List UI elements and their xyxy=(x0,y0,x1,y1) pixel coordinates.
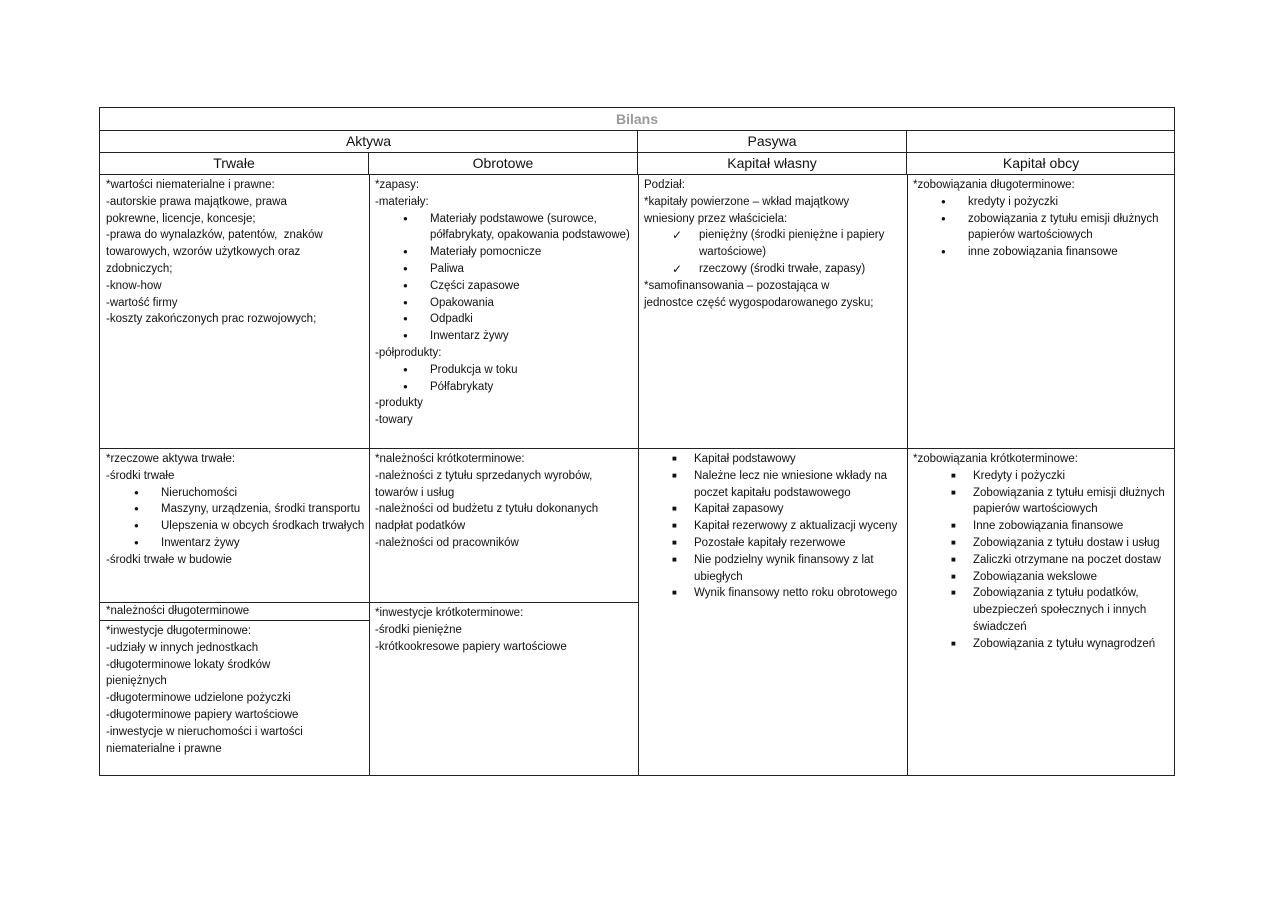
sub-heading: -środki trwałe xyxy=(106,469,175,482)
cell-heading: *należności długoterminowe xyxy=(106,605,250,617)
cell-kapital-obcy-dlugoterminowe xyxy=(907,175,1187,263)
list-item: ■ Kapitał rezerwowy z aktualizacji wyceny xyxy=(644,518,913,535)
list-item: ● Inwentarz żywy xyxy=(375,328,644,345)
cell-kapital-wlasny-podzial xyxy=(638,175,919,313)
cell-heading: *należności krótkoterminowe: xyxy=(375,453,525,465)
list-item: -know-how xyxy=(106,279,162,292)
list-item: nadpłat podatków xyxy=(375,520,466,533)
list-item: ● Materiały pomocnicze xyxy=(375,244,644,261)
list-item: wniesiony przez właściciela: xyxy=(644,212,788,225)
cell-heading: *zapasy: xyxy=(375,179,420,191)
header-kapital-wlasny: Kapitał własny xyxy=(638,153,907,174)
list-item: ■ Zobowiązania z tytułu wynagrodzeń xyxy=(923,636,1181,653)
cell-heading: *wartości niematerialne i prawne: xyxy=(106,179,275,191)
list-item: pieniężnych xyxy=(106,675,167,688)
header-obrotowe: Obrotowe xyxy=(369,153,638,174)
list-item: niematerialne i prawne xyxy=(106,742,222,755)
list-item: jednostce część wygospodarowanego zysku; xyxy=(644,296,874,309)
list-item: *kapitały powierzone – wkład majątkowy xyxy=(644,195,850,208)
cell-trwale-naleznosci xyxy=(100,603,381,622)
column-header-row xyxy=(100,153,1174,174)
list-item: -należności od pracowników xyxy=(375,536,519,549)
header-aktywa: Aktywa xyxy=(100,131,638,152)
list-item: ● Paliwa xyxy=(375,261,644,278)
list-item: ● Maszyny, urządzenia, środki transportu xyxy=(106,501,375,518)
list-item: -koszty zakończonych prac rozwojowych; xyxy=(106,313,317,326)
list-item: ● Półfabrykaty xyxy=(375,379,644,396)
list-item: ● Produkcja w toku xyxy=(375,362,644,379)
list-item: ■ Nie podzielny wynik finansowy z lat ubiegłych xyxy=(644,552,913,586)
cell-heading: *zobowiązania krótkoterminowe: xyxy=(913,453,1078,465)
cell-heading: *inwestycje krótkoterminowe: xyxy=(375,607,524,619)
list-item: -towary xyxy=(375,414,413,427)
list-item: -wartość firmy xyxy=(106,296,178,309)
list-item: -środki pieniężne xyxy=(375,623,462,636)
list-item: towarów i usług xyxy=(375,486,455,499)
list-item: ● Opakowania xyxy=(375,295,644,312)
header-empty xyxy=(907,131,1175,152)
list-item: pokrewne, licencje, koncesje; xyxy=(106,212,256,225)
list-item: -długoterminowe papiery wartościowe xyxy=(106,708,299,721)
list-item: ● zobowiązania z tytułu emisji dłużnych papierów wartościowych xyxy=(913,211,1181,245)
cell-obrotowe-inwestycje xyxy=(369,603,650,657)
balance-sheet-table xyxy=(99,107,1175,776)
list-item: -autorskie prawa majątkowe, prawa xyxy=(106,195,287,208)
cell-trwale-inwestycje xyxy=(100,621,381,759)
list-item: -należności z tytułu sprzedanych wyrobów, xyxy=(375,469,593,482)
list-item: ■ Zobowiązania z tytułu dostaw i usług xyxy=(923,535,1181,552)
cell-heading: *rzeczowe aktywa trwałe: xyxy=(106,453,236,465)
group-header-row xyxy=(100,131,1174,152)
list-item: -prawa do wynalazków, patentów, znaków xyxy=(106,229,323,242)
list-item: towarowych, wzorów użytkowych oraz xyxy=(106,246,301,259)
list-item: ■ Zaliczki otrzymane na poczet dostaw xyxy=(923,552,1181,569)
list-item: ■ Kapitał podstawowy xyxy=(644,451,913,468)
list-item: ● Ulepszenia w obcych środkach trwałych xyxy=(106,518,375,535)
list-item: ● kredyty i pożyczki xyxy=(913,194,1181,211)
list-item: ● Części zapasowe xyxy=(375,278,644,295)
cell-heading: Podział: xyxy=(644,179,685,191)
header-trwale: Trwałe xyxy=(100,153,369,174)
list-item: ■ Zobowiązania wekslowe xyxy=(923,569,1181,586)
cell-trwale-wartosci-niematerialne xyxy=(100,175,381,330)
cell-kapital-wlasny-skladniki xyxy=(638,449,919,604)
list-item: ● Odpadki xyxy=(375,311,644,328)
list-item: ■ Zobowiązania z tytułu emisji dłużnych papierów wartościowych xyxy=(923,485,1181,519)
list-item: ■ Inne zobowiązania finansowe xyxy=(923,518,1181,535)
header-pasywa: Pasywa xyxy=(638,131,907,152)
list-item: ■ Zobowiązania z tytułu podatków, ubezpieczeń społecznych i innych świadczeń xyxy=(923,585,1181,635)
list-item: ✓ pieniężny (środki pieniężne i papiery wartościowe) xyxy=(644,227,913,261)
list-item: -udziały w innych jednostkach xyxy=(106,641,259,654)
list-item: -krótkookresowe papiery wartościowe xyxy=(375,640,567,653)
sub-heading: -półprodukty: xyxy=(375,346,442,359)
list-item: -długoterminowe lokaty środków xyxy=(106,658,271,671)
list-item: ■ Pozostałe kapitały rezerwowe xyxy=(644,535,913,552)
list-item: *samofinansowania – pozostająca w xyxy=(644,279,830,292)
list-item: ✓ rzeczowy (środki trwałe, zapasy) xyxy=(644,261,913,278)
cell-obrotowe-zapasy xyxy=(369,175,650,431)
list-item: ■ Należne lecz nie wniesione wkłady na poczet kapitału podstawowego xyxy=(644,468,913,502)
cell-heading: *inwestycje długoterminowe: xyxy=(106,625,252,637)
cell-heading: *zobowiązania długoterminowe: xyxy=(913,179,1075,191)
cell-obrotowe-naleznosci xyxy=(369,449,650,554)
list-item: -produkty xyxy=(375,397,423,410)
table-title: Bilans xyxy=(615,111,658,127)
list-item: ■ Kredyty i pożyczki xyxy=(923,468,1181,485)
list-item: ● Inwentarz żywy xyxy=(106,535,375,552)
list-item: ■ Kapitał zapasowy xyxy=(644,501,913,518)
cell-trwale-rzeczowe xyxy=(100,449,381,571)
list-item: ● Nieruchomości xyxy=(106,485,375,502)
list-item: -należności od budżetu z tytułu dokonanych xyxy=(375,503,599,516)
list-item: ● Materiały podstawowe (surowce, półfabrykaty, opakowania podstawowe) xyxy=(375,211,644,245)
list-item: -długoterminowe udzielone pożyczki xyxy=(106,692,291,705)
list-item: -środki trwałe w budowie xyxy=(106,553,232,566)
list-item: ● inne zobowiązania finansowe xyxy=(913,244,1181,261)
list-item: ■ Wynik finansowy netto roku obrotowego xyxy=(644,585,913,602)
list-item: zdobniczych; xyxy=(106,262,173,275)
cell-kapital-obcy-krotkoterminowe xyxy=(907,449,1187,655)
list-item: -inwestycje w nieruchomości i wartości xyxy=(106,725,303,738)
sub-heading: -materiały: xyxy=(375,195,429,208)
header-kapital-obcy: Kapitał obcy xyxy=(1002,155,1080,171)
